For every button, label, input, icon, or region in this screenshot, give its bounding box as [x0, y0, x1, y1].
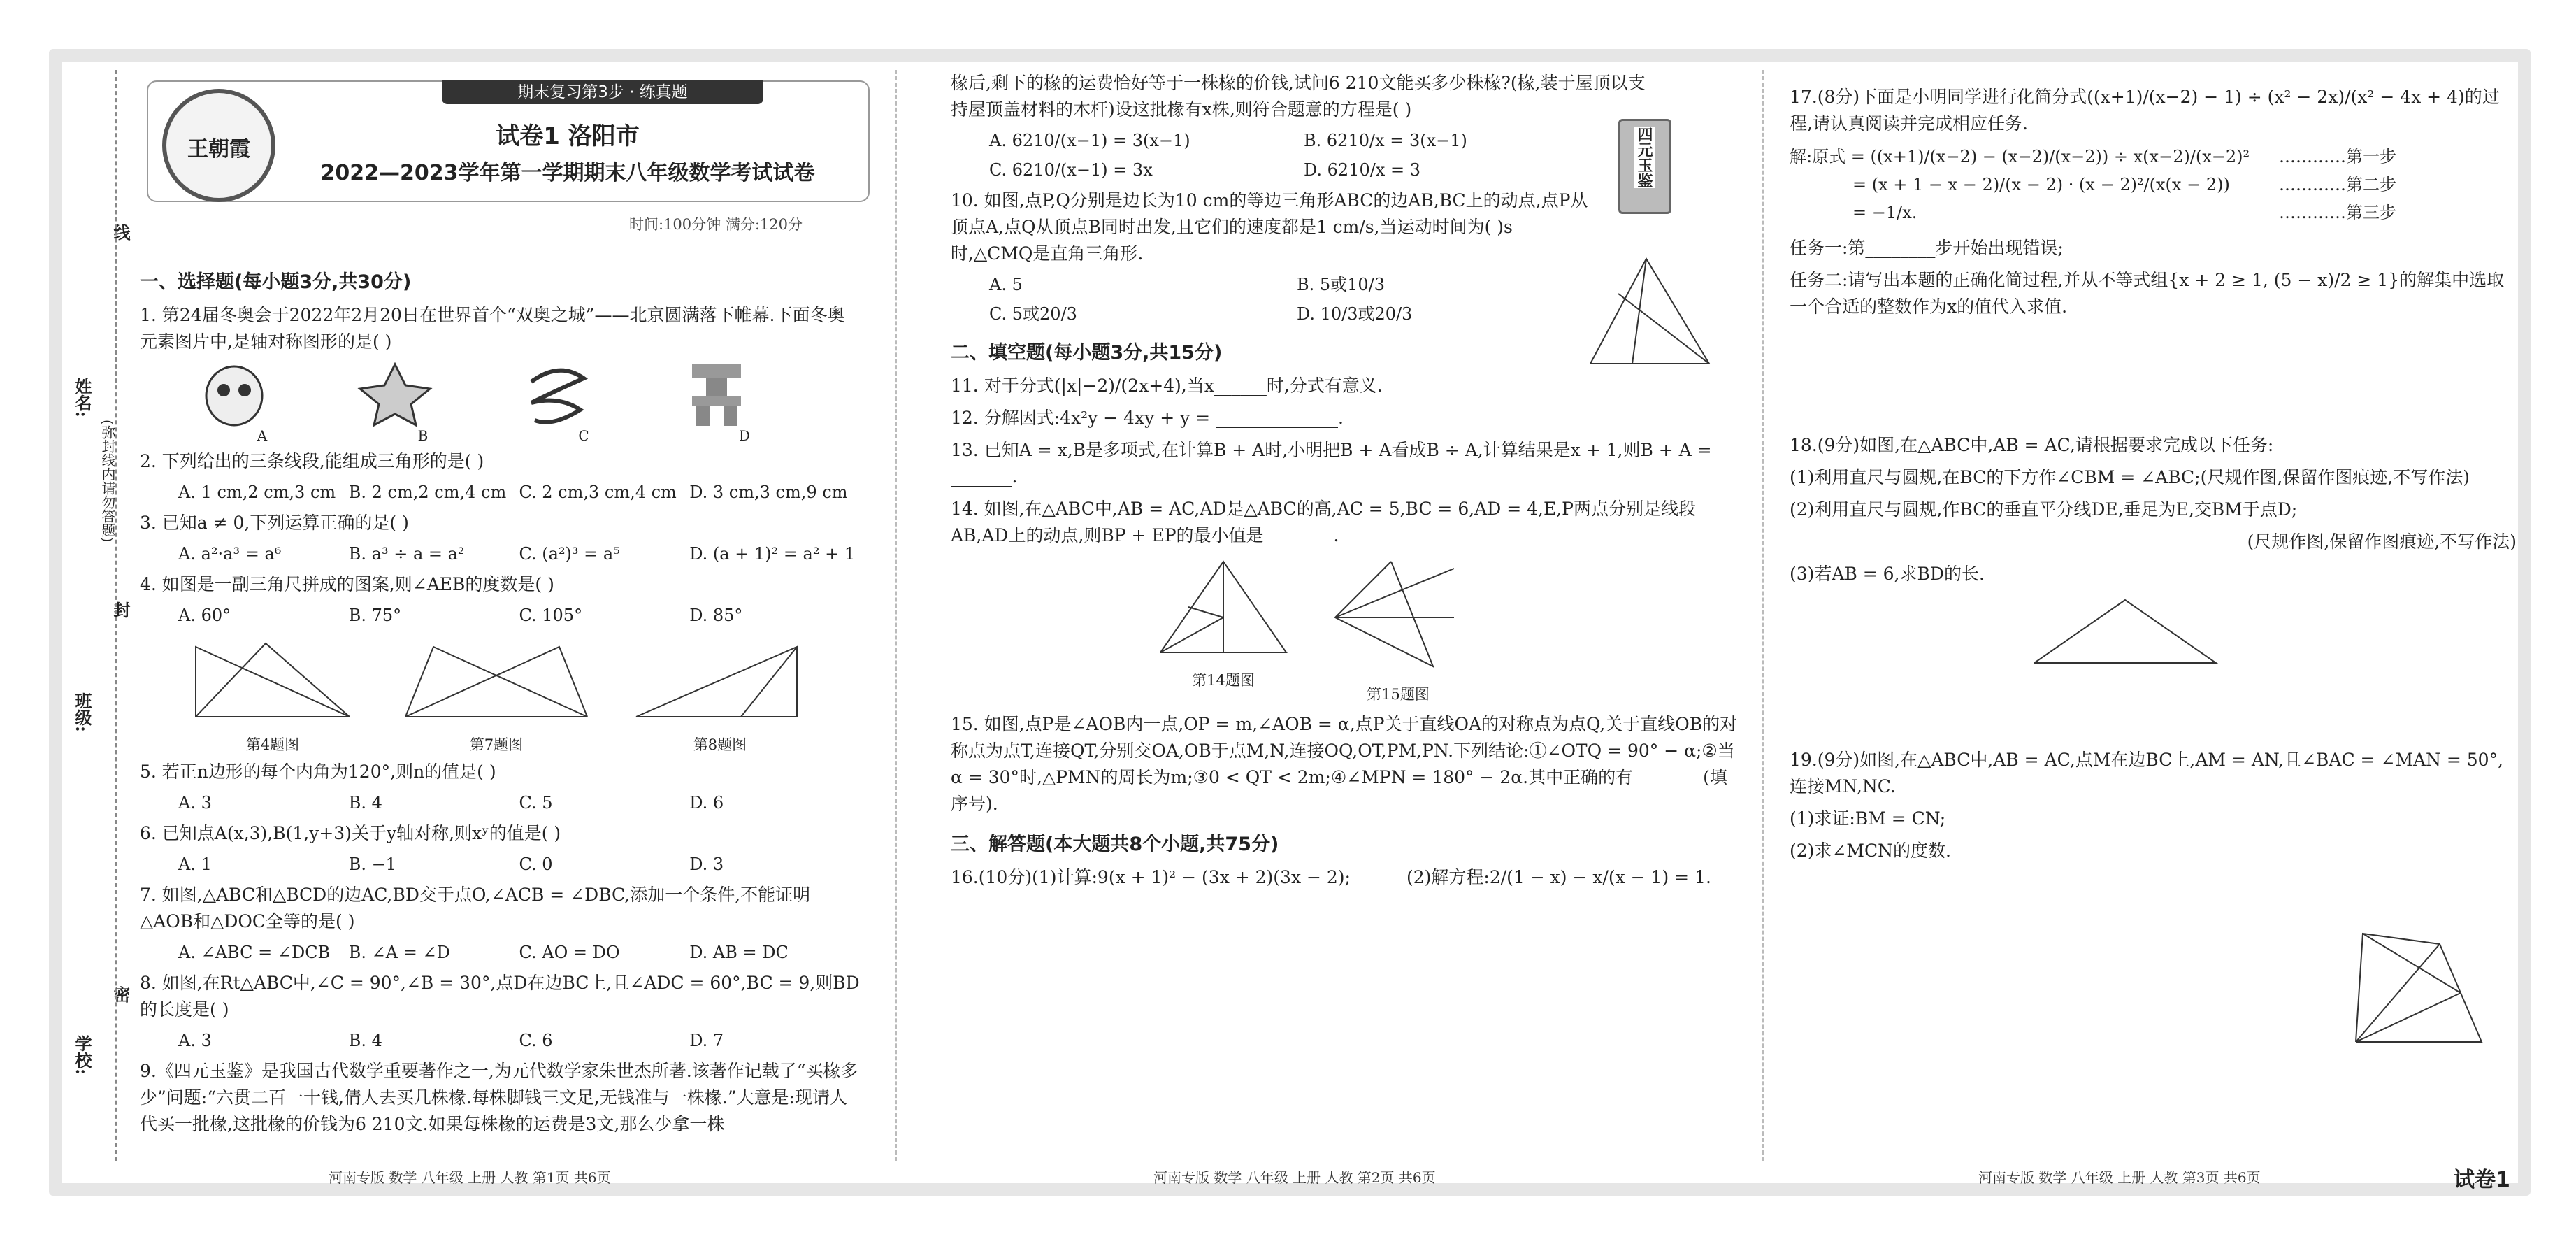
q1-label-c: C — [578, 427, 589, 444]
section-title-fill: 二、填空题(每小题3分,共15分) — [951, 342, 1223, 364]
q3-option-b: B. a³ ÷ a = a² — [348, 544, 465, 564]
section-title-solve: 三、解答题(本大题共8个小题,共75分) — [951, 834, 1279, 855]
question-11: 11. 对于分式(|x|−2)/(2x+4),当x______时,分式有意义. — [951, 376, 1383, 396]
footer-page-3: 河南专版 数学 八年级 上册 人教 第3页 共6页 — [1978, 1169, 2261, 1186]
q9-option-a: A. 6210/(x−1) = 3(x−1) — [989, 131, 1190, 150]
q10-options-row-1 — [989, 273, 1604, 296]
question-19: 19.(9分)如图,在△ABC中,AB = AC,点M在边BC上,AM = AN,且∠BAC = ∠MAN = 50°,连接MN,NC. — [1790, 750, 2504, 796]
q18-part-1: (1)利用直尺与圆规,在BC的下方作∠CBM = ∠ABC;(尺规作图,保留作图痕迹,不写作法) — [1790, 467, 2470, 487]
q6-options — [178, 852, 860, 876]
question-17: 17.(8分)下面是小明同学进行化简分式((x+1)/(x−2) − 1) ÷ (x² − 2x)/(x² − 4x + 4)的过程,请认真阅读并完成相应任务. — [1790, 87, 2500, 134]
q1-label-a: A — [257, 427, 268, 444]
seal-line-mark: 线 — [110, 224, 131, 241]
caption-q15: 第15题图 — [1367, 686, 1430, 703]
book-title: 四元玉鉴 — [1634, 127, 1655, 188]
q1-figure-a — [196, 361, 329, 444]
q8-option-c: C. 6 — [519, 1031, 553, 1050]
q17-step-3 — [1790, 199, 2517, 227]
q2-option-a: A. 1 cm,2 cm,3 cm — [178, 482, 336, 502]
step-banner: 期末复习第3步 · 练真题 — [442, 80, 763, 104]
q3-options — [178, 542, 860, 566]
question-18: 18.(9分)如图,在△ABC中,AB = AC,请根据要求完成以下任务: — [1790, 435, 2274, 455]
q9-options-row-2 — [989, 158, 1618, 182]
q7-option-c: C. AO = DO — [519, 943, 620, 962]
q6-option-a: A. 1 — [178, 855, 212, 874]
q6-option-b: B. −1 — [348, 855, 397, 874]
q4-option-a: A. 60° — [178, 606, 231, 625]
caption-q8: 第8题图 — [693, 736, 747, 753]
q7-options — [178, 941, 860, 964]
triangle-figure-q8 — [629, 633, 811, 731]
class-label: 班级: — [72, 692, 92, 732]
step-1-expr: 解:原式 = ((x+1)/(x−2) − (x−2)/(x−2)) ÷ x(x−2)/(x−2)² — [1790, 147, 2250, 166]
secret-mark: 密 — [110, 986, 131, 1003]
q5-option-c: C. 5 — [519, 793, 553, 813]
name-label: 姓名: — [72, 378, 92, 417]
triangle-figure-q4 — [182, 633, 364, 731]
q5-option-d: D. 6 — [689, 793, 724, 813]
q18-part-2: (2)利用直尺与圆规,作BC的垂直平分线DE,垂足为E,交BM于点D; — [1790, 499, 2298, 520]
q2-option-c: C. 2 cm,3 cm,4 cm — [519, 482, 677, 502]
q1-figure-b — [357, 361, 489, 444]
column-1 — [140, 255, 860, 1143]
task-2: 任务二:请写出本题的正确化简过程,并从不等式组{x + 2 ≥ 1, (5 − x)/2 ≥ 1}的解集中选取一个合适的整数作为x的值代入求值. — [1790, 270, 2505, 317]
q9-option-b: B. 6210/x = 3(x−1) — [1304, 131, 1467, 150]
q4-options — [178, 603, 860, 627]
q1-label-b: B — [417, 427, 429, 444]
question-12: 12. 分解因式:4x²y − 4xy + y = ______________. — [951, 408, 1344, 428]
q1-label-d: D — [738, 427, 751, 444]
q2-option-d: D. 3 cm,3 cm,9 cm — [689, 482, 848, 502]
snowflake-icon — [357, 361, 433, 427]
q3-option-c: C. (a²)³ = a⁵ — [519, 544, 620, 564]
question-1: 1. 第24届冬奥会于2022年2月20日在世界首个“双奥之城”——北京圆满落下帷幕.下面冬奥元素图片中,是轴对称图形的是( ) — [140, 305, 845, 352]
question-5: 5. 若正n边形的每个内角为120°,则n的值是( ) — [140, 762, 496, 782]
step-2-expr: = (x + 1 − x − 2)/(x − 2) · (x − 2)²/(x(x − 2)) — [1852, 175, 2230, 194]
q5-options — [178, 791, 860, 815]
question-10: 10. 如图,点P,Q分别是边长为10 cm的等边三角形ABC的边AB,BC上的动点,点P从顶点A,点Q从顶点B同时出发,且它们的速度都是1 cm/s,当运动时间为( )s时,△CMQ是直角三角形. — [951, 190, 1588, 264]
step-2-label: …………第二步 — [2279, 175, 2396, 194]
school-label: 学校: — [72, 1035, 92, 1075]
q10-option-d: D. 10/3或20/3 — [1297, 304, 1413, 324]
footer-page-2: 河南专版 数学 八年级 上册 人教 第2页 共6页 — [1153, 1169, 1436, 1186]
q19-part-2: (2)求∠MCN的度数. — [1790, 841, 1951, 861]
q10-option-c: C. 5或20/3 — [989, 304, 1077, 324]
figures-row-2 — [1146, 555, 1741, 704]
q8-options — [178, 1029, 860, 1052]
figure-q15 — [1328, 555, 1468, 704]
paper-title — [281, 117, 854, 186]
step-1-label: …………第一步 — [2279, 147, 2396, 166]
question-9: 9.《四元玉鉴》是我国古代数学重要著作之一,为元代数学家朱世杰所著.该著作记载了“买椽多少”问题:“六贯二百一十钱,倩人去买几株椽.每株脚钱三文足,无钱准与一株椽.”大意是:现请人代买一批椽,这批椽的价钱为6 210文.如果每株椽的运费是3文,那么少拿一株 — [140, 1061, 858, 1134]
caption-q14: 第14题图 — [1192, 672, 1255, 689]
q5-option-a: A. 3 — [178, 793, 212, 813]
step-3-expr: = −1/x. — [1852, 203, 1917, 222]
figure-q7 — [391, 633, 601, 755]
question-15: 15. 如图,点P是∠AOB内一点,OP = m,∠AOB = α,点P关于直线OA的对称点为点Q,关于直线OB的对称点为点T,连接QT,分别交OA,OB于点M,N,连接OQ,OT,PM,PN.下列结论:①∠OTQ = 90° − α;②当α = 30°时,△PMN的周长为m;③0 < QT < 2m;④∠MPN = 180° − 2α.其中正确的有________(填序号). — [951, 714, 1738, 814]
q4-option-b: B. 75° — [348, 606, 402, 625]
q3-option-a: A. a²·a³ = a⁶ — [178, 544, 282, 564]
caption-q4: 第4题图 — [245, 736, 300, 753]
brand-logo — [162, 89, 275, 202]
column-3 — [1790, 84, 2517, 870]
book-illustration — [1618, 119, 1671, 214]
q8-option-b: B. 4 — [348, 1031, 382, 1050]
binding-line — [115, 70, 117, 1161]
q5-option-b: B. 4 — [348, 793, 382, 813]
q2-options — [178, 480, 860, 504]
q7-option-b: B. ∠A = ∠D — [348, 943, 450, 962]
column-divider — [895, 70, 897, 1161]
q9-option-c: C. 6210/(x−1) = 3x — [989, 160, 1153, 180]
q1-figure-d — [678, 361, 811, 444]
triangle-figure-q10 — [1576, 252, 1723, 378]
triangle-figure-q18 — [2020, 593, 2230, 677]
question-6: 6. 已知点A(x,3),B(1,y+3)关于y轴对称,则xʸ的值是( ) — [140, 823, 561, 843]
q19-part-1: (1)求证:BM = CN; — [1790, 808, 1946, 829]
q3-option-d: D. (a + 1)² = a² + 1 — [689, 544, 856, 564]
triangle-figure-q7 — [391, 633, 601, 731]
panda-mascot-icon — [196, 361, 273, 427]
q7-option-d: D. AB = DC — [689, 943, 789, 962]
question-16 — [951, 864, 1741, 891]
section-title-choice: 一、选择题(每小题3分,共30分) — [140, 271, 412, 293]
triangle-figure-q14 — [1146, 555, 1300, 666]
column-divider — [1762, 70, 1764, 1161]
figure-q8 — [629, 633, 811, 755]
question-9-continued: 椽后,剩下的椽的运费恰好等于一株椽的价钱,试问6 210文能买多少株椽?(椽,装于屋顶以支持屋顶盖材料的木杆)设这批椽有x株,则符合题意的方程是( ) — [951, 73, 1646, 120]
q8-option-d: D. 7 — [689, 1031, 724, 1050]
angle-figure-q15 — [1328, 555, 1468, 680]
step-3-label: …………第三步 — [2279, 203, 2396, 222]
q7-option-a: A. ∠ABC = ∠DCB — [178, 943, 331, 962]
paper-title-main: 试卷1 洛阳市 — [496, 122, 640, 150]
q6-option-d: D. 3 — [689, 855, 724, 874]
ribbon-emblem-icon — [517, 361, 594, 427]
q8-option-a: A. 3 — [178, 1031, 212, 1050]
q4-option-c: C. 105° — [519, 606, 583, 625]
paper-badge: 试卷1 — [2454, 1168, 2510, 1192]
q9-option-d: D. 6210/x = 3 — [1304, 160, 1420, 180]
inukshuk-icon — [678, 361, 755, 427]
question-7: 7. 如图,△ABC和△BCD的边AC,BD交于点O,∠ACB = ∠DBC,添加一个条件,不能证明△AOB和△DOC全等的是( ) — [140, 885, 811, 931]
q9-options-row-1 — [989, 129, 1618, 152]
q16-part-1: 16.(10分)(1)计算:9(x + 1)² − (3x + 2)(3x − 2); — [951, 867, 1351, 887]
q10-options-row-2 — [989, 302, 1604, 326]
q6-option-c: C. 0 — [519, 855, 553, 874]
q1-figures — [196, 361, 860, 444]
figure-q4 — [182, 633, 364, 755]
task-1: 任务一:第________步开始出现错误; — [1790, 238, 2064, 258]
seal-mark: 封 — [110, 601, 131, 618]
logo-text: 王朝霞 — [187, 137, 250, 162]
q18-part-3: (3)若AB = 6,求BD的长. — [1790, 564, 1985, 584]
question-3: 3. 已知a ≠ 0,下列运算正确的是( ) — [140, 513, 409, 533]
paper-title-sub: 2022—2023学年第一学期期末八年级数学考试试卷 — [320, 161, 815, 185]
question-14: 14. 如图,在△ABC中,AB = AC,AD是△ABC的高,AC = 5,BC = 6,AD = 4,E,P两点分别是线段AB,AD上的动点,则BP + EP的最小值是________. — [951, 499, 1696, 545]
question-8: 8. 如图,在Rt△ABC中,∠C = 90°,∠B = 30°,点D在边BC上,且∠ADC = 60°,BC = 9,则BD的长度是( ) — [140, 973, 860, 1020]
question-13: 13. 已知A = x,B是多项式,在计算B + A时,小明把B + A看成B ÷ A,计算结果是x + 1,则B + A = _______. — [951, 440, 1712, 487]
q16-part-2: (2)解方程:2/(1 − x) − x/(x − 1) = 1. — [1406, 867, 1711, 887]
figure-q14 — [1146, 555, 1300, 704]
triangle-figure-q19 — [2342, 923, 2503, 1056]
paper-header — [147, 80, 870, 202]
q4-option-d: D. 85° — [689, 606, 743, 625]
question-2: 2. 下列给出的三条线段,能组成三角形的是( ) — [140, 451, 484, 471]
question-4: 4. 如图是一副三角尺拼成的图案,则∠AEB的度数是( ) — [140, 574, 554, 594]
q2-option-b: B. 2 cm,2 cm,4 cm — [348, 482, 507, 502]
q17-step-2 — [1790, 171, 2517, 199]
time-info: 时间:100分钟 满分:120分 — [629, 216, 803, 233]
q10-option-a: A. 5 — [989, 275, 1023, 294]
seal-note: (弥封线内请勿答题) — [99, 420, 116, 543]
figures-row-1 — [182, 633, 860, 755]
q1-figure-c — [517, 361, 650, 444]
caption-q7: 第7题图 — [469, 736, 524, 753]
q18-note: (尺规作图,保留作图痕迹,不写作法) — [2247, 531, 2517, 552]
footer-page-1: 河南专版 数学 八年级 上册 人教 第1页 共6页 — [329, 1169, 611, 1186]
q17-step-1 — [1790, 143, 2517, 171]
q10-option-b: B. 5或10/3 — [1297, 275, 1386, 294]
